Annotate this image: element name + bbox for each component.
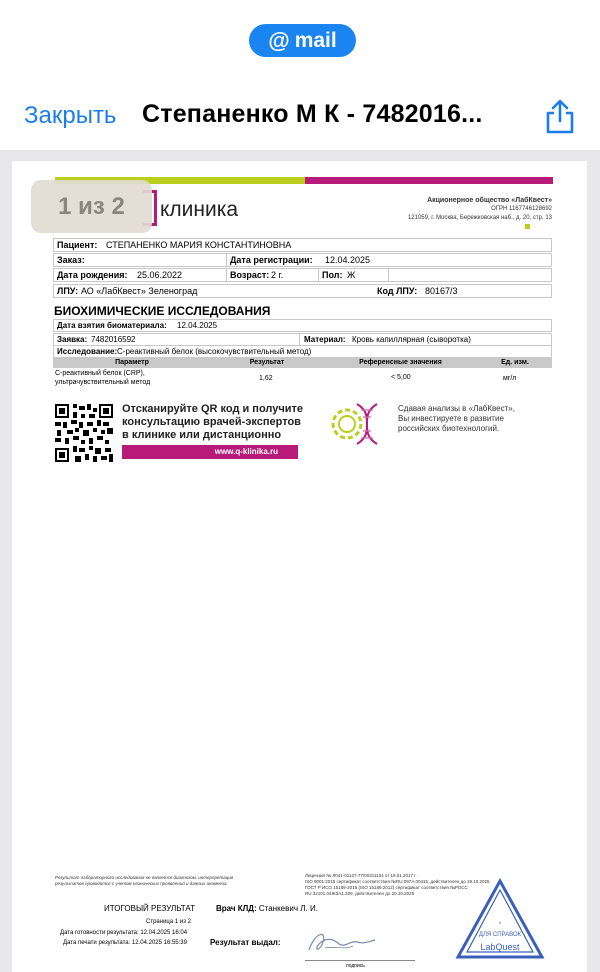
dob-value: 25.06.2022 — [137, 270, 183, 280]
age-value: 2 г. — [271, 270, 284, 280]
laboratory-stamp — [455, 878, 545, 960]
mail-badge — [249, 24, 356, 57]
invest-line: российских биотехнологий. — [398, 424, 500, 433]
request-row — [53, 333, 552, 346]
license-line: ГОСТ Р ИСО 15189-2015 (ISO 15189:2012) сертификат соответствия №РОСС — [305, 885, 468, 890]
promo-link[interactable]: www.q-klinika.ru — [122, 445, 298, 459]
unit-value: мг/л — [503, 375, 517, 382]
dob-label: Дата рождения: — [57, 270, 128, 280]
company-address: 121059, г. Москва, Бережковская наб., д. 20, стр. 13 — [407, 215, 552, 221]
dob-row — [53, 268, 552, 282]
order-row — [53, 253, 552, 267]
qr-code-icon — [55, 404, 113, 462]
license-line: ISO 9001:2015 сертификат соответствия №RU.097А.00415, действителен до 19.10.2025 — [305, 879, 490, 884]
lpu-value: АО «ЛабКвест» Зеленоград — [81, 286, 198, 296]
col-ref: Референсные значения — [359, 359, 442, 366]
divider — [299, 334, 300, 346]
promo-line: в клинике или дистанционно — [122, 429, 282, 441]
col-unit: Ед. изм. — [501, 359, 529, 366]
logo-text: клиника — [160, 198, 239, 221]
test-row — [53, 346, 552, 358]
final-result-label: ИТОГОВЫЙ РЕЗУЛЬТАТ — [104, 904, 195, 913]
request-label: Заявка: — [57, 335, 88, 344]
param-line2: ультрачувствительный метод — [55, 379, 151, 386]
age-label: Возраст: — [230, 270, 270, 280]
disclaimer-line: результатов проводится с учетом клинических проявлений и данных анамнеза. — [55, 881, 228, 886]
patient-row — [53, 238, 552, 252]
dna-gear-icon — [327, 400, 387, 448]
stamp-brand: LabQuest — [480, 942, 520, 952]
patient-name: СТЕПАНЕНКО МАРИЯ КОНСТАНТИНОВНА — [106, 240, 292, 250]
result-row — [53, 368, 552, 388]
invest-text — [398, 404, 515, 434]
sample-date-label: Дата взятия биоматериала: — [57, 321, 167, 330]
stamp-text: ДЛЯ СПРАВОК — [478, 932, 522, 938]
param-line1: С-реактивный белок (CRP), — [55, 370, 145, 377]
lpu-code-label: Код ЛПУ: — [377, 286, 418, 296]
col-param: Параметр — [115, 359, 149, 366]
page-number: Страница 1 из 2 — [146, 919, 191, 925]
sample-date-row — [53, 319, 552, 332]
promo-text — [122, 403, 303, 442]
reg-date-value: 12.04.2025 — [325, 255, 371, 265]
result-value: 1,62 — [259, 375, 273, 382]
issued-label: Результат выдал: — [210, 938, 281, 947]
sample-date-value: 12.04.2025 — [177, 321, 218, 330]
app-header — [0, 0, 600, 150]
at-icon: @ — [268, 27, 290, 53]
col-result: Результат — [249, 359, 285, 366]
divider — [388, 269, 389, 281]
lpu-code-value: 80167/3 — [425, 286, 458, 296]
material-label: Материал: — [304, 335, 346, 344]
reg-date-label: Дата регистрации: — [230, 255, 313, 265]
invest-line: Вы инвестируете в развитие — [398, 414, 504, 423]
invest-line: Сдавая анализы в «ЛабКвест», — [398, 404, 515, 413]
results-header — [53, 358, 552, 368]
header-stripe-magenta — [305, 177, 553, 184]
test-value: С-реактивный белок (высокочувствительный метод) — [117, 347, 312, 356]
company-ogrn: ОГРН 1167746128692 — [491, 206, 552, 212]
patient-label: Пациент: — [57, 240, 98, 250]
order-label: Заказ: — [57, 255, 85, 265]
doctor-info — [216, 904, 318, 913]
signature-caption: подпись — [346, 963, 365, 969]
company-name: Акционерное общество «ЛабКвест» — [427, 197, 552, 204]
document-page — [12, 161, 587, 972]
share-icon[interactable] — [543, 99, 577, 135]
sex-value: Ж — [347, 270, 356, 280]
material-value: Кровь капиллярная (сыворотка) — [352, 335, 471, 344]
sex-label: Пол: — [322, 270, 343, 280]
company-info — [408, 196, 552, 223]
signature-line — [305, 960, 415, 961]
section-title: БИОХИМИЧЕСКИЕ ИССЛЕДОВАНИЯ — [54, 304, 271, 318]
disclaimer — [55, 875, 233, 887]
mail-badge-label: mail — [294, 28, 337, 52]
disclaimer-line: Результат лабораторного исследования не является диагнозом, интерпретация — [55, 875, 234, 880]
decor-square — [525, 224, 530, 229]
lpu-label: ЛПУ: — [57, 286, 79, 296]
license-line: RU.32101.04ЖЗА1.209, действителен до 20.10.2025 — [305, 891, 415, 896]
promo-line: консультацию врачей-экспертов — [122, 416, 301, 428]
ready-date: Дата готовности результата: 12.04.2025 16:04 — [60, 930, 188, 936]
svg-text:*: * — [498, 922, 502, 928]
page-counter: 1 из 2 — [31, 180, 152, 233]
license-line: Лицензия № Л041-01137-77/00311104 от 19.01.2017 г. — [305, 873, 417, 878]
lpu-row — [53, 284, 552, 298]
doctor-label: Врач КЛД: — [216, 904, 257, 913]
request-value: 7482016592 — [91, 335, 136, 344]
ref-value: < 5,00 — [391, 374, 411, 381]
doctor-name: Станкевич Л. И. — [258, 904, 318, 913]
signature-image — [305, 926, 385, 958]
promo-line: Отсканируйте QR код и получите — [122, 403, 304, 415]
close-button[interactable]: Закрыть — [24, 102, 117, 129]
test-label: Исследование: — [57, 347, 118, 356]
print-date: Дата печати результата: 12.04.2025 16:55:39 — [63, 940, 187, 946]
document-title: Степаненко М К - 7482016... — [142, 100, 483, 128]
